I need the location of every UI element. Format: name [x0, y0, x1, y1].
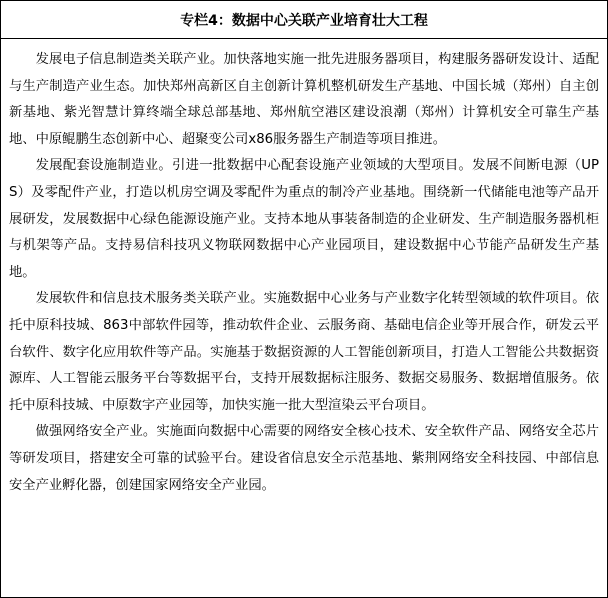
paragraph-security: 做强网络安全产业。实施面向数据中心需要的网络安全核心技术、安全软件产品、网络安全芯片等研发项目，搭建安全可靠的试验平台。建设省信息安全示范基地、紫荆网络安全科技园、中部信息安全产业孵化器，创建国家网络安全产业园。 — [9, 424, 599, 493]
box-title: 专栏4：数据中心关联产业培育壮大工程 — [1, 1, 607, 39]
box-body — [1, 39, 607, 499]
paragraph-software: 发展软件和信息技术服务类关联产业。实施数据中心业务与产业数字化转型领域的软件项目。依托中原科技城、863中部软件园等，推动软件企业、云服务商、基础电信企业等开展合作，研发云平台软件、数字化应用软件等产品。实施基于数据资源的人工智能创新项目，打造人工智能公共数据资源库、人工智能云服务平台等数据平台，支持开展数据标注服务、数据交易服务、数据增值服务。依托中原科技城、中原数字产业园等，加快实施一批大型渲染云平台项目。 — [9, 291, 599, 413]
paragraph-facilities: 发展配套设施制造业。引进一批数据中心配套设施产业领域的大型项目。发展不间断电源（UPS）及零配件产业，打造以机房空调及零配件为重点的制冷产业基地。围绕新一代储能电池等产品开展研发，发展数据中心绿色能源设施产业。支持本地从事装备制造的企业研发、生产制造服务器机柜与机架等产品。支持易信科技巩义物联网数据中心产业园项目，建设数据中心节能产品研发生产基地。 — [9, 158, 599, 280]
paragraph-electronics: 发展电子信息制造类关联产业。加快落地实施一批先进服务器项目，构建服务器研发设计、适配与生产制造产业生态。加快郑州高新区自主创新计算机整机研发生产基地、中国长城（郑州）自主创新基地、紫光智慧计算终端全球总部基地、郑州航空港区建设浪潮（郑州）计算机安全可靠生产基地、中原鲲鹏生态创新中心、超聚变公司x86服务器生产制造等项目推进。 — [9, 52, 599, 147]
